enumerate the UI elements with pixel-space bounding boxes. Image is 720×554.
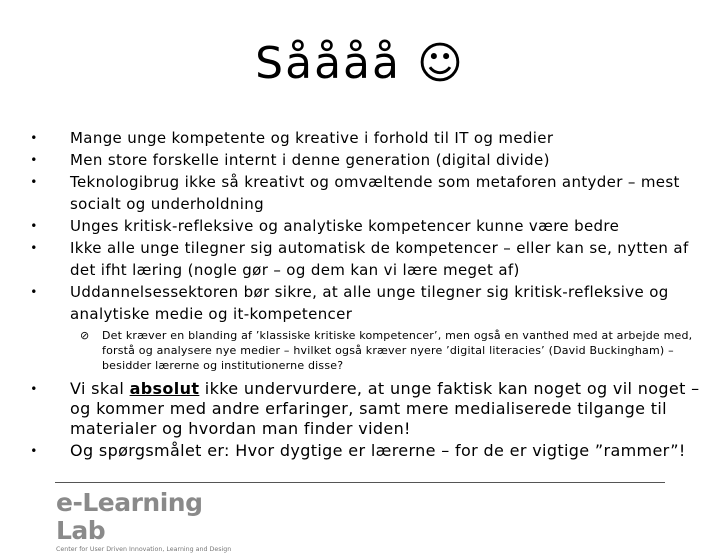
logo-text: e-Learning Lab [56, 488, 203, 545]
bullet-item [28, 441, 708, 461]
sub-bullet-marker-icon: ⊘ [80, 329, 90, 342]
bullet-dot-icon: • [30, 382, 38, 396]
bullet-text: Ikke alle unge tilegner sig automatisk de kompetencer – eller kan se, nytten af det ifht læring (nogle gør – og dem kan vi lære meget af) [70, 239, 689, 279]
bullet-list [28, 127, 708, 461]
bullet-dot-icon: • [30, 153, 38, 167]
sub-bullet-item [70, 328, 708, 373]
bullet-text: Og spørgsmålet er: Hvor dygtige er lærerne – for de er vigtige ”rammer”! [70, 441, 686, 460]
bullet-text: Teknologibrug ikke så kreativt og omvæltende som metaforen antyder – mest socialt og underholdning [70, 173, 680, 213]
bullet-text: Mange unge kompetente og kreative i forhold til IT og medier [70, 129, 554, 147]
bullet-dot-icon: • [30, 241, 38, 255]
bullet-text: Men store forskelle internt i denne generation (digital divide) [70, 151, 550, 169]
footer-divider [55, 482, 665, 483]
bullet-item [28, 215, 708, 237]
bullet-dot-icon: • [30, 131, 38, 145]
emphasis-text: absolut [129, 379, 200, 398]
bullet-item [28, 127, 708, 149]
sub-bullet-text: Det kræver en blanding af ’klassiske kritiske kompetencer’, men også en vanthed med at arbejde med, forstå og analysere nye medier – hvilket også kræver nyere ’digital literacies’ (David Buckingham) – besidder lærerne og institutionerne disse? [102, 329, 693, 372]
bullet-dot-icon: • [30, 285, 38, 299]
logo-tagline: Center for User Driven Innovation, Learning and Design [56, 546, 232, 553]
bullet-text-pre: Vi skal [70, 379, 130, 398]
bullet-item [28, 149, 708, 171]
bullet-text [70, 379, 699, 438]
slide-title: Såååå ☺ [255, 38, 465, 89]
bullet-item [28, 171, 708, 215]
bullet-dot-icon: • [30, 219, 38, 233]
bullet-item [28, 379, 708, 439]
bullet-text-post: ikke undervurdere, at unge faktisk kan noget og vil noget – og kommer med andre erfaringer, samt mere medialiserede tilgange til materialer og hvordan man finder viden! [70, 379, 700, 438]
bullet-text: Unges kritisk-refleksive og analytiske kompetencer kunne være bedre [70, 217, 620, 235]
bullet-dot-icon: • [30, 444, 38, 458]
bullet-item [28, 237, 708, 281]
elearning-lab-logo [56, 488, 246, 553]
bullet-text: Uddannelsessektoren bør sikre, at alle unge tilegner sig kritisk-refleksive og analytiske medie og it-kompetencer [70, 283, 669, 323]
bullet-item [28, 281, 708, 373]
bullet-dot-icon: • [30, 175, 38, 189]
sub-bullet-list [70, 328, 708, 373]
